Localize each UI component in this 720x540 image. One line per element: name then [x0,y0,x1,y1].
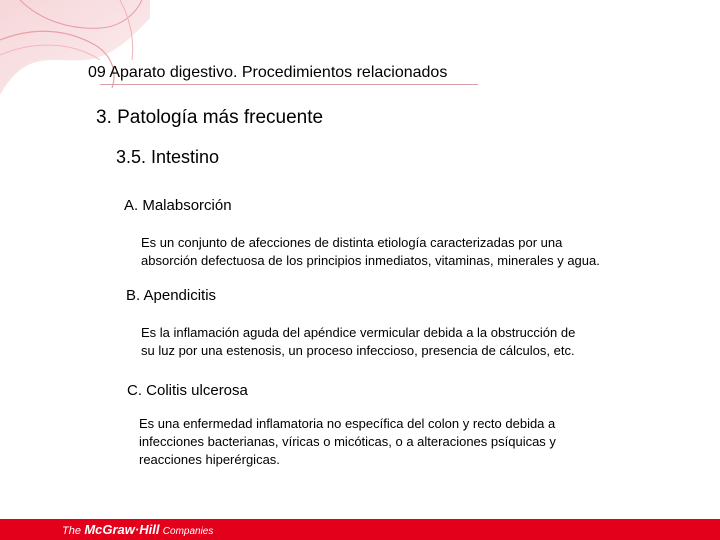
section-heading: 3. Patología más frecuente [96,107,324,128]
logo-brand: McGraw·Hill [84,522,160,537]
title-underline [100,84,478,85]
subsection-heading: 3.5. Intestino [116,147,220,167]
topic-body-malabsorcion: Es un conjunto de afecciones de distinta etiología caracterizadas por una absorción defectuosa de los principios inmediatos, vitaminas, minerales y agua. [141,235,600,268]
logo-companies: Companies [162,526,214,537]
course-title: 09 Aparato digestivo. Procedimientos relacionados [88,64,448,81]
decorative-swirl-graphic [0,0,150,100]
logo-the: The [62,525,81,537]
topic-heading-apendicitis: B. Apendicitis [126,287,217,304]
topic-body-apendicitis: Es la inflamación aguda del apéndice vermicular debida a la obstrucción de su luz por una estenosis, un proceso infeccioso, presencia de cálculos, etc. [141,325,576,358]
topic-heading-malabsorcion: A. Malabsorción [124,197,232,214]
footer-band [0,519,720,540]
publisher-logo [62,521,213,540]
topic-body-colitis: Es una enfermedad inflamatoria no específica del colon y recto debida a infecciones bacterianas, víricas o micóticas, o a alteraciones psíquicas y reacciones hiperérgicas. [139,416,556,467]
topic-heading-colitis: C. Colitis ulcerosa [127,382,248,399]
